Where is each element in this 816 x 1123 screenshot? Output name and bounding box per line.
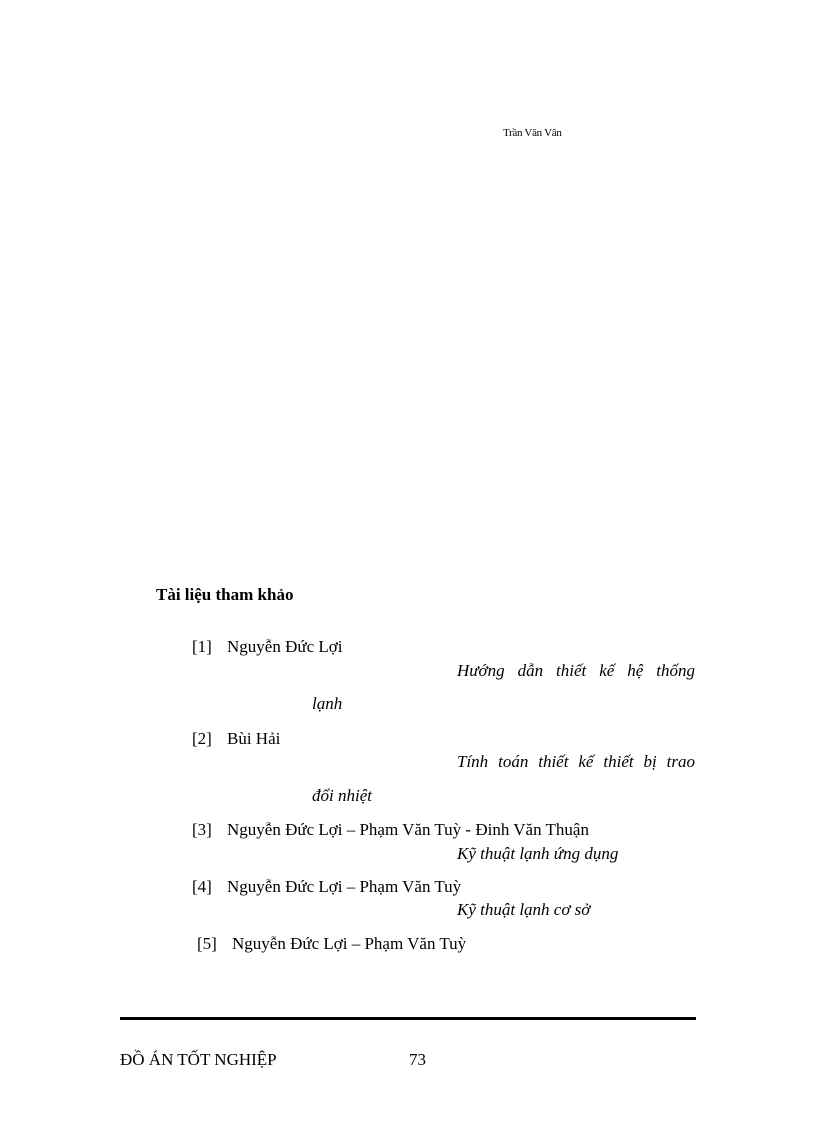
reference-number: [4] — [192, 877, 212, 896]
reference-number: [3] — [192, 820, 212, 839]
author-name: Trần Văn Vân — [503, 127, 562, 139]
reference-title-continued: đổi nhiệt — [312, 786, 372, 805]
references-heading: Tài liệu tham khảo — [156, 585, 294, 604]
reference-title-continued: lạnh — [312, 694, 343, 713]
reference-title: Tính toán thiết kế thiết bị trao — [457, 752, 695, 771]
reference-title: Kỹ thuật lạnh ứng dụng — [457, 844, 619, 863]
reference-number: [1] — [192, 637, 212, 656]
footer-title: ĐỒ ÁN TỐT NGHIỆP — [120, 1050, 277, 1069]
reference-authors: Nguyễn Đức Lợi – Phạm Văn Tuỳ - Đinh Văn Thuận — [227, 820, 589, 839]
reference-authors: Bùi Hải — [227, 729, 281, 748]
reference-item-4 — [192, 877, 461, 897]
reference-item-5 — [197, 934, 466, 954]
reference-item-1 — [192, 637, 342, 657]
reference-item-3 — [192, 820, 589, 840]
reference-authors: Nguyễn Đức Lợi — [227, 637, 343, 656]
reference-item-2 — [192, 729, 280, 749]
page-number: 73 — [409, 1050, 426, 1069]
reference-authors: Nguyễn Đức Lợi – Phạm Văn Tuỳ — [232, 934, 467, 953]
reference-number: [2] — [192, 729, 212, 748]
reference-authors: Nguyễn Đức Lợi – Phạm Văn Tuỳ — [227, 877, 462, 896]
reference-number: [5] — [197, 934, 217, 953]
reference-title: Hướng dẫn thiết kế hệ thống — [457, 661, 695, 680]
reference-title: Kỹ thuật lạnh cơ sở — [457, 900, 591, 919]
footer-rule — [120, 1017, 696, 1020]
